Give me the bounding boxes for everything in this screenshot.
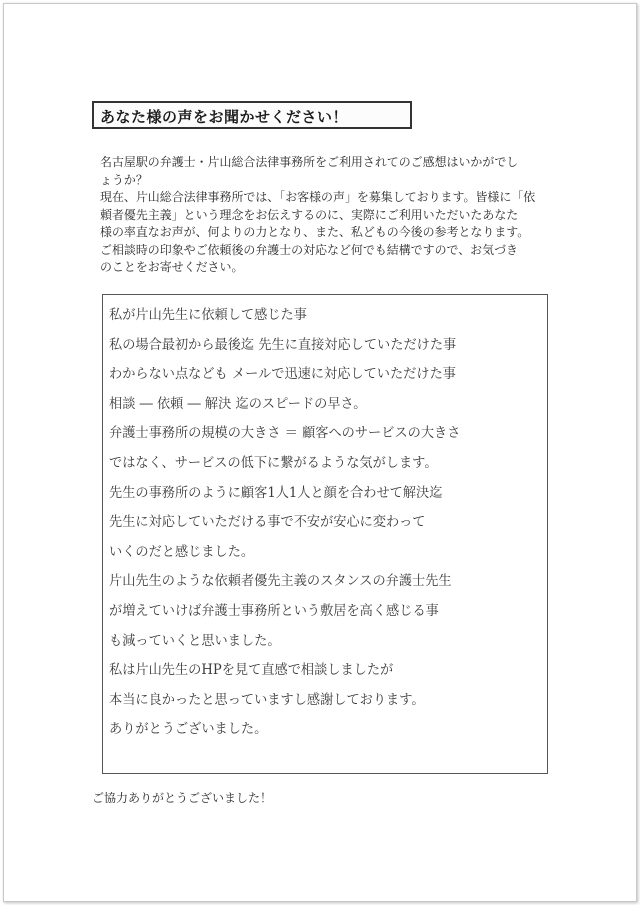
intro-line: ご相談時の印象やご依頼後の弁護士の対応など何でも結構ですので、お気づき bbox=[100, 242, 518, 257]
handwritten-line: 私が片山先生に依頼して感じた事 bbox=[109, 307, 307, 323]
handwritten-line: も減っていくと思いました。 bbox=[109, 632, 281, 649]
handwritten-line: ありがとうございました。 bbox=[109, 721, 268, 738]
handwritten-line: が増えていけば弁護士事務所という敷居を高く感じる事 bbox=[109, 602, 439, 619]
handwritten-line: 先生に対応していただける事で不安が安心に変わって bbox=[109, 514, 426, 531]
intro-paragraph bbox=[99, 154, 569, 277]
handwritten-line: 先生の事務所のように顧客1人1人と顔を合わせて解決迄 bbox=[109, 484, 443, 501]
handwritten-comment bbox=[109, 301, 549, 745]
handwritten-line: 私は片山先生のHPを見て直感で相談しましたが bbox=[109, 662, 394, 679]
handwritten-line: 弁護士事務所の規模の大きさ ＝ 顧客へのサービスの大きさ bbox=[109, 425, 461, 442]
title-box bbox=[92, 101, 412, 129]
handwritten-line: ではなく、サービスの低下に繋がるような気がします。 bbox=[109, 454, 438, 471]
handwritten-line: 私の場合最初から最後迄 先生に直接対応していただけた事 bbox=[109, 336, 457, 353]
intro-line: 名古屋駅の弁護士・片山総合法律事務所をご利用されてのご感想はいかがでし bbox=[100, 155, 519, 169]
intro-line: 現在、片山総合法律事務所では、「お客様の声」を募集しております。皆様に「依 bbox=[100, 190, 536, 204]
handwritten-line: 本当に良かったと思っていますし感謝しております。 bbox=[109, 691, 425, 708]
handwritten-line: わからない点なども メールで迅速に対応していただけた事 bbox=[109, 366, 456, 383]
footer-thanks: ご協力ありがとうございました！ bbox=[92, 791, 273, 805]
intro-line: のことをお寄せください。 bbox=[100, 260, 244, 274]
handwritten-line: 片山先生のような依頼者優先主義のスタンスの弁護士先生 bbox=[109, 573, 452, 590]
handwritten-comment-box bbox=[102, 294, 548, 774]
handwritten-line: 相談 ― 依頼 ― 解決 迄のスピードの早さ。 bbox=[109, 395, 367, 412]
page-title: あなた様の声をお聞かせください！ bbox=[100, 108, 349, 126]
handwritten-line: いくのだと感じました。 bbox=[109, 543, 255, 560]
intro-line: 頼者優先主義」という理念をお伝えするのに、実際にご利用いただいたあなた bbox=[100, 207, 519, 222]
intro-line: ょうか？ bbox=[100, 172, 148, 187]
intro-line: 様の率直なお声が、何よりの力となり、また、私どもの今後の参考となります。 bbox=[100, 225, 530, 239]
document-page bbox=[3, 3, 637, 902]
